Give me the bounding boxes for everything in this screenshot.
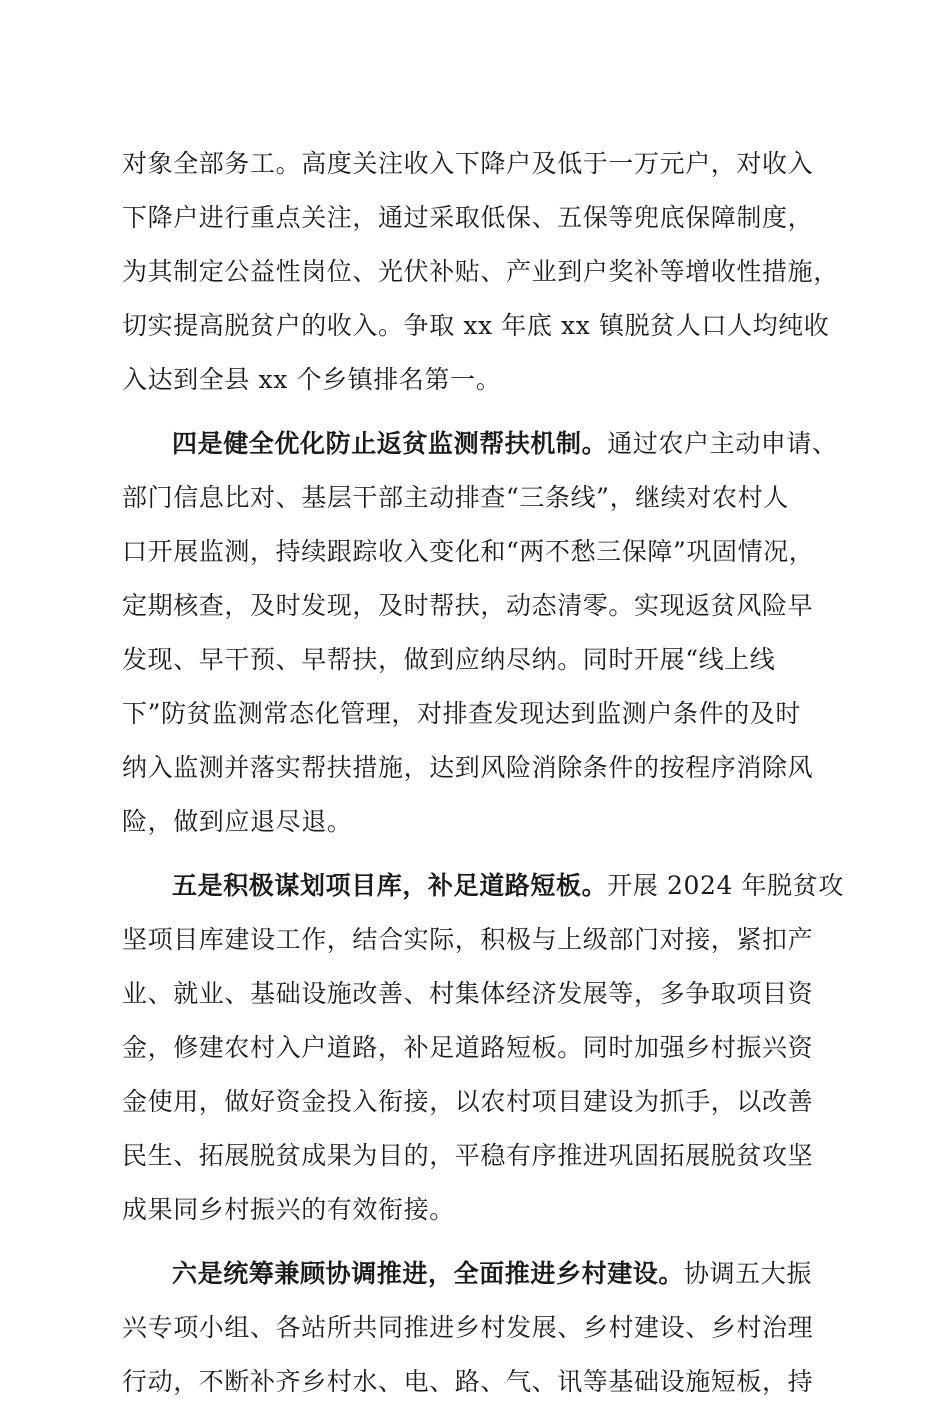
paragraph-heading: 四是健全优化防止返贫监测帮扶机制。 — [172, 429, 608, 458]
paragraph-continuation — [122, 137, 839, 407]
text-line: 口开展监测，持续跟踪收入变化和“两不愁三保障”巩固情况， — [122, 537, 815, 566]
paragraph-item-6 — [122, 1247, 834, 1409]
text-line: 业、就业、基础设施改善、村集体经济发展等，多争取项目资 — [122, 979, 814, 1008]
text-line: 金，修建农村入户道路，补足道路短板。同时加强乡村振兴资 — [122, 1033, 814, 1062]
text-line: 切实提高脱贫户的收入。争取 xx 年底 xx 镇脱贫人口人均纯收 — [122, 311, 830, 340]
text-line: 成果同乡村振兴的有效衔接。 — [122, 1195, 455, 1224]
paragraph-heading: 五是积极谋划项目库，补足道路短板。 — [172, 871, 608, 900]
text-line: 为其制定公益性岗位、光伏补贴、产业到户奖补等增收性措施， — [122, 257, 839, 286]
text-line: 金使用，做好资金投入衔接，以农村项目建设为抓手，以改善 — [122, 1087, 814, 1116]
paragraph-first-line — [122, 417, 838, 471]
paragraph-text: 开展 2024 年脱贫攻 — [607, 871, 844, 900]
text-line: 下降户进行重点关注，通过采取低保、五保等兜底保障制度， — [122, 203, 814, 232]
text-line: 定期核查，及时发现，及时帮扶，动态清零。实现返贫风险早 — [122, 591, 814, 620]
text-line: 行动，不断补齐乡村水、电、路、气、讯等基础设施短板，持 — [122, 1367, 814, 1396]
text-line: 民生、拓展脱贫成果为目的，平稳有序推进巩固拓展脱贫攻坚 — [122, 1141, 814, 1170]
paragraph-heading: 六是统筹兼顾协调推进，全面推进乡村建设。 — [172, 1259, 685, 1288]
text-line: 坚项目库建设工作，结合实际，积极与上级部门对接，紧扣产 — [122, 925, 814, 954]
paragraph-text: 协调五大振 — [684, 1259, 813, 1288]
text-line: 对象全部务工。高度关注收入下降户及低于一万元户，对收入 — [122, 149, 814, 178]
paragraph-item-5 — [122, 859, 844, 1237]
text-line: 纳入监测并落实帮扶措施，达到风险消除条件的按程序消除风 — [122, 753, 814, 782]
text-line: 兴专项小组、各站所共同推进乡村发展、乡村建设、乡村治理 — [122, 1313, 814, 1342]
paragraph-first-line — [122, 1247, 834, 1301]
text-line: 入达到全县 xx 个乡镇排名第一。 — [122, 365, 502, 394]
text-line: 险，做到应退尽退。 — [122, 807, 353, 836]
paragraph-text: 通过农户主动申请、 — [607, 429, 838, 458]
text-line: 发现、早干预、早帮扶，做到应纳尽纳。同时开展“线上线 — [122, 645, 776, 674]
paragraph-item-4 — [122, 417, 838, 849]
paragraph-first-line — [122, 859, 844, 913]
text-line: 部门信息比对、基层干部主动排查“三条线”，继续对农村人 — [122, 483, 789, 512]
document-body — [122, 137, 844, 1409]
text-line: 下”防贫监测常态化管理，对排查发现达到监测户条件的及时 — [122, 699, 801, 728]
